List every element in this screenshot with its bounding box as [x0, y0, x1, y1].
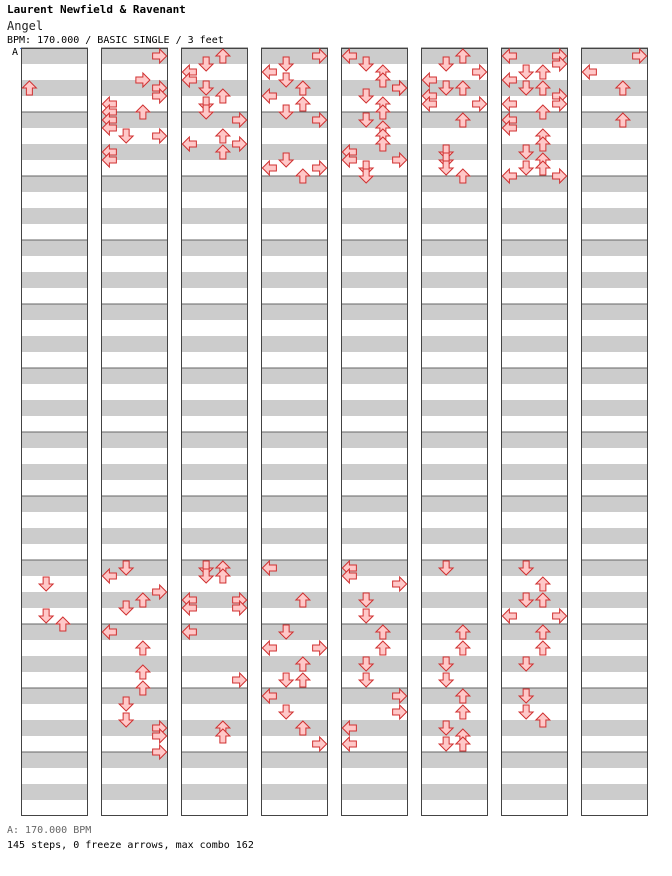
beat-stripe [421, 400, 488, 416]
arrow-right-icon [313, 737, 327, 751]
bpm-legend: A: 170.000 BPM [7, 825, 92, 836]
arrow-down-icon [519, 705, 533, 719]
beat-stripe [341, 272, 408, 288]
beat-stripe [341, 784, 408, 800]
arrow-left-icon [582, 65, 596, 79]
arrow-right-icon [313, 641, 327, 655]
beat-stripe [501, 720, 568, 736]
beat-stripe [421, 272, 488, 288]
arrow-right-icon [233, 673, 247, 687]
arrow-right-icon [153, 129, 167, 143]
beat-stripe [181, 48, 248, 64]
beat-stripe [261, 272, 328, 288]
beat-stripe [581, 688, 648, 704]
beat-stripe [341, 336, 408, 352]
arrow-up-icon [536, 641, 550, 655]
beat-stripe [101, 304, 168, 320]
beat-stripe [501, 144, 568, 160]
arrow-left-icon [502, 609, 516, 623]
chart-stats: 145 steps, 0 freeze arrows, max combo 162 [7, 840, 254, 851]
arrow-down-icon [119, 129, 133, 143]
beat-stripe [341, 496, 408, 512]
beat-stripe [501, 240, 568, 256]
beat-stripe [261, 304, 328, 320]
beat-stripe [101, 336, 168, 352]
beat-stripe [261, 400, 328, 416]
beat-stripe [581, 80, 648, 96]
beat-stripe [501, 368, 568, 384]
beat-stripe [341, 656, 408, 672]
arrow-left-icon [502, 97, 516, 111]
beat-stripe [421, 464, 488, 480]
beat-stripe [421, 208, 488, 224]
beat-stripe [181, 368, 248, 384]
beat-stripe [421, 144, 488, 160]
beat-stripe [21, 592, 88, 608]
arrow-down-icon [519, 161, 533, 175]
beat-stripe [421, 112, 488, 128]
arrow-right-icon [393, 577, 407, 591]
beat-stripe [261, 368, 328, 384]
chart-column [181, 48, 248, 816]
beat-stripe [501, 656, 568, 672]
beat-stripe [581, 624, 648, 640]
beat-stripe [581, 560, 648, 576]
arrow-up-icon [136, 641, 150, 655]
beat-stripe [261, 624, 328, 640]
beat-stripe [421, 752, 488, 768]
beat-stripe [501, 432, 568, 448]
beat-stripe [581, 656, 648, 672]
beat-stripe [21, 528, 88, 544]
beat-stripe [101, 176, 168, 192]
beat-stripe [21, 464, 88, 480]
beat-stripe [101, 528, 168, 544]
beat-stripe [581, 144, 648, 160]
beat-stripe [21, 432, 88, 448]
arrow-left-icon [262, 161, 276, 175]
beat-stripe [341, 400, 408, 416]
beat-stripe [341, 304, 408, 320]
beat-stripe [261, 176, 328, 192]
arrow-up-icon [296, 673, 310, 687]
arrow-up-icon [376, 641, 390, 655]
beat-stripe [341, 240, 408, 256]
beat-stripe [21, 272, 88, 288]
beat-stripe [21, 368, 88, 384]
beat-stripe [421, 528, 488, 544]
beat-stripe [21, 400, 88, 416]
beat-stripe [181, 752, 248, 768]
beat-stripe [101, 400, 168, 416]
beat-stripe [181, 720, 248, 736]
arrow-left-icon [342, 737, 356, 751]
beat-stripe [421, 720, 488, 736]
arrow-down-icon [279, 705, 293, 719]
arrow-down-icon [279, 673, 293, 687]
beat-stripe [341, 624, 408, 640]
beat-stripe [21, 624, 88, 640]
beat-stripe [581, 592, 648, 608]
beat-stripe [101, 240, 168, 256]
beat-stripe [261, 656, 328, 672]
arrow-down-icon [39, 577, 53, 591]
arrow-down-icon [359, 609, 373, 623]
beat-stripe [501, 560, 568, 576]
arrow-up-icon [456, 737, 470, 751]
beat-stripe [581, 112, 648, 128]
beat-stripe [501, 624, 568, 640]
beat-stripe [21, 208, 88, 224]
beat-stripe [581, 368, 648, 384]
beat-stripe [421, 624, 488, 640]
beat-stripe [261, 496, 328, 512]
arrow-down-icon [439, 161, 453, 175]
beat-stripe [581, 240, 648, 256]
beat-stripe [581, 720, 648, 736]
beat-stripe [341, 752, 408, 768]
beat-stripe [181, 688, 248, 704]
beat-stripe [181, 528, 248, 544]
beat-stripe [501, 688, 568, 704]
beat-stripe [581, 400, 648, 416]
beat-stripe [421, 48, 488, 64]
beat-stripe [181, 560, 248, 576]
arrow-left-icon [262, 641, 276, 655]
arrow-down-icon [39, 609, 53, 623]
beat-stripe [501, 752, 568, 768]
chart-column [421, 48, 488, 816]
beat-stripe [501, 400, 568, 416]
beat-stripe [101, 464, 168, 480]
arrow-up-icon [536, 161, 550, 175]
beat-stripe [181, 336, 248, 352]
beat-stripe [261, 720, 328, 736]
arrow-down-icon [439, 737, 453, 751]
beat-stripe [501, 496, 568, 512]
beat-stripe [341, 368, 408, 384]
beat-stripe [261, 464, 328, 480]
beat-stripe [421, 656, 488, 672]
arrow-right-icon [553, 609, 567, 623]
beat-stripe [181, 784, 248, 800]
chart-meta: BPM: 170.000 / BASIC SINGLE / 3 feet [7, 35, 224, 46]
beat-stripe [181, 656, 248, 672]
arrow-up-icon [456, 641, 470, 655]
beat-stripe [581, 336, 648, 352]
beat-stripe [21, 144, 88, 160]
beat-stripe [181, 432, 248, 448]
beat-stripe [421, 432, 488, 448]
beat-stripe [101, 208, 168, 224]
beat-stripe [341, 176, 408, 192]
beat-stripe [181, 496, 248, 512]
arrow-down-icon [359, 673, 373, 687]
beat-stripe [581, 528, 648, 544]
arrow-right-icon [473, 65, 487, 79]
beat-stripe [501, 464, 568, 480]
beat-stripe [341, 208, 408, 224]
beat-stripe [501, 272, 568, 288]
beat-stripe [421, 336, 488, 352]
beat-stripe [21, 336, 88, 352]
beat-stripe [421, 784, 488, 800]
beat-stripe [581, 176, 648, 192]
song-artist: Laurent Newfield & Ravenant [7, 3, 186, 16]
beat-stripe [181, 272, 248, 288]
beat-stripe [261, 752, 328, 768]
beat-stripe [21, 240, 88, 256]
beat-stripe [421, 560, 488, 576]
beat-stripe [21, 112, 88, 128]
beat-stripe [101, 432, 168, 448]
beat-stripe [501, 592, 568, 608]
beat-stripe [181, 208, 248, 224]
beat-stripe [581, 208, 648, 224]
beat-stripe [21, 48, 88, 64]
beat-stripe [21, 656, 88, 672]
arrow-up-icon [216, 129, 230, 143]
beat-stripe [21, 176, 88, 192]
beat-stripe [581, 432, 648, 448]
beat-stripe [421, 368, 488, 384]
beat-stripe [181, 400, 248, 416]
beat-stripe [21, 688, 88, 704]
beat-stripe [501, 304, 568, 320]
arrow-right-icon [393, 705, 407, 719]
beat-stripe [101, 272, 168, 288]
chart-column [501, 48, 568, 816]
beat-stripe [101, 688, 168, 704]
beat-stripe [101, 784, 168, 800]
song-title: Angel [7, 19, 44, 33]
arrow-up-icon [536, 577, 550, 591]
beat-stripe [341, 432, 408, 448]
beat-stripe [181, 240, 248, 256]
beat-stripe [581, 464, 648, 480]
beat-stripe [421, 496, 488, 512]
beat-stripe [501, 208, 568, 224]
arrow-left-icon [262, 65, 276, 79]
beat-stripe [421, 688, 488, 704]
beat-stripe [581, 304, 648, 320]
beat-stripe [501, 336, 568, 352]
beat-stripe [581, 752, 648, 768]
beat-stripe [421, 176, 488, 192]
beat-stripe [261, 432, 328, 448]
beat-stripe [181, 176, 248, 192]
beat-stripe [501, 528, 568, 544]
beat-stripe [261, 208, 328, 224]
beat-stripe [21, 304, 88, 320]
chart-column [581, 48, 648, 816]
beat-stripe [21, 784, 88, 800]
beat-stripe [341, 112, 408, 128]
arrow-right-icon [473, 97, 487, 111]
arrow-right-icon [313, 161, 327, 175]
chart-column [261, 48, 328, 816]
beat-stripe [501, 784, 568, 800]
beat-stripe [341, 592, 408, 608]
beat-stripe [261, 784, 328, 800]
arrow-down-icon [519, 65, 533, 79]
beat-stripe [341, 464, 408, 480]
beat-stripe [21, 720, 88, 736]
beat-stripe [21, 560, 88, 576]
beat-stripe [421, 304, 488, 320]
beat-stripe [101, 656, 168, 672]
bpm-marker-label: A [12, 47, 19, 58]
beat-stripe [261, 592, 328, 608]
beat-stripe [21, 752, 88, 768]
beat-stripe [261, 240, 328, 256]
arrow-up-icon [536, 65, 550, 79]
beat-stripe [181, 464, 248, 480]
beat-stripe [261, 144, 328, 160]
beat-stripe [421, 592, 488, 608]
beat-stripe [21, 496, 88, 512]
beat-stripe [581, 272, 648, 288]
beat-stripe [181, 304, 248, 320]
arrow-down-icon [439, 673, 453, 687]
beat-stripe [341, 528, 408, 544]
beat-stripe [581, 496, 648, 512]
beat-stripe [261, 336, 328, 352]
beat-stripe [261, 528, 328, 544]
beat-stripe [101, 496, 168, 512]
beat-stripe [421, 240, 488, 256]
beat-stripe [101, 368, 168, 384]
arrow-up-icon [296, 97, 310, 111]
arrow-up-icon [456, 705, 470, 719]
beat-stripe [581, 784, 648, 800]
chart-column [21, 48, 88, 816]
